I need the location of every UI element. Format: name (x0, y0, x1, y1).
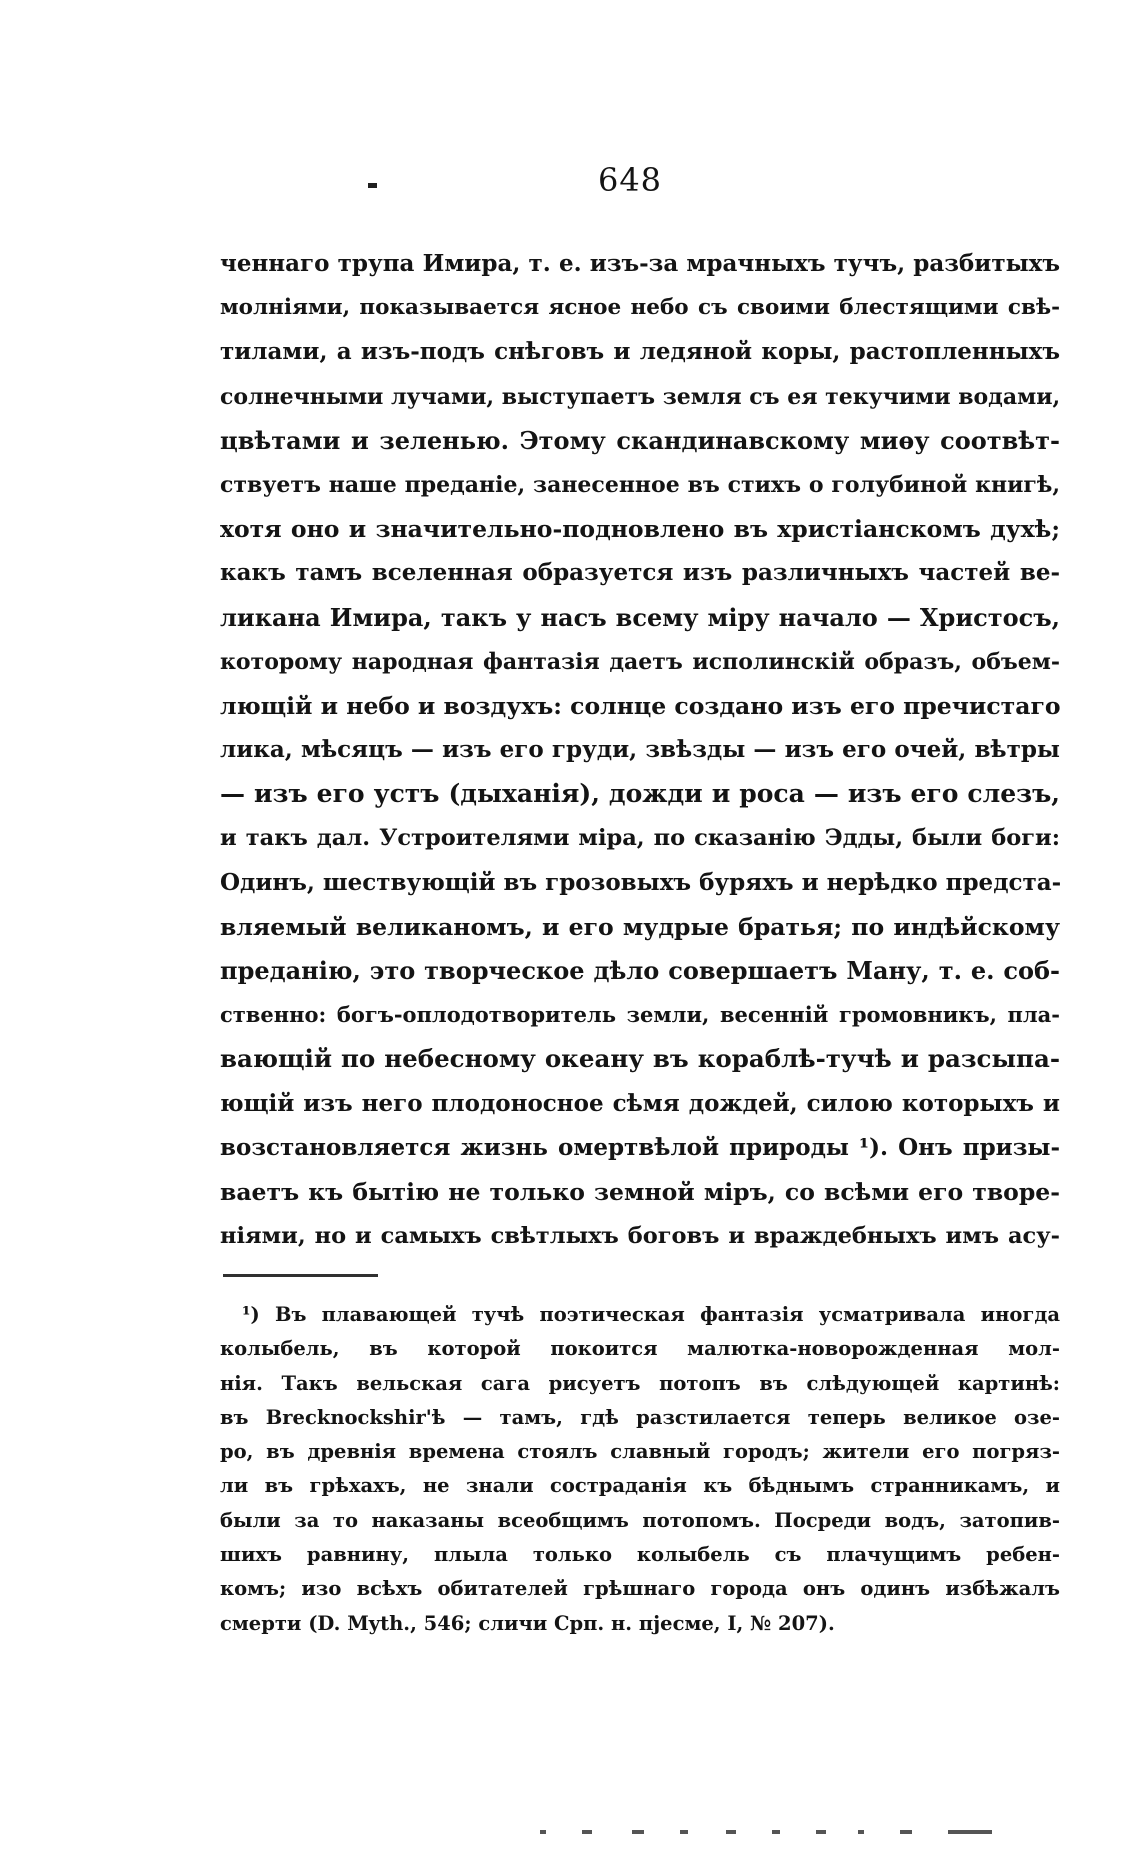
scan-edge-artifacts (540, 1822, 1100, 1842)
text-line: вляемый великаномъ, и его мудрые братья; по индѣйскому (220, 912, 1060, 941)
text-line: лика, мѣсяцъ — изъ его груди, звѣзды — изъ его очей, вѣтры (220, 736, 1060, 764)
text-line: молніями, показывается ясное небо съ своими блестящими свѣ- (220, 295, 1060, 321)
text-line: и такъ дал. Устроителями міра, по сказанію Эдды, были боги: (220, 825, 1060, 852)
text-line: Одинъ, шествующій въ грозовыхъ буряхъ и нерѣдко предста- (220, 868, 1062, 896)
text-line: солнечными лучами, выступаетъ земля съ ея текучими водами, (220, 383, 1061, 410)
text-line: цвѣтами и зеленью. Этому скандинавскому миѳу соотвѣт- (220, 425, 1060, 455)
text-line: ченнаго трупа Имира, т. е. изъ-за мрачныхъ тучъ, разбитыхъ (220, 250, 1060, 277)
text-line: возстановляется жизнь омертвѣлой природы ¹). Онъ призы- (220, 1133, 1060, 1161)
main-text-block (220, 242, 1060, 1258)
text-line: ствуетъ наше преданіе, занесенное въ стихъ о голубиной книгѣ, (220, 471, 1060, 498)
page-number: 648 (597, 161, 663, 199)
text-line: тилами, а изъ-подъ снѣговъ и ледяной коры, растопленныхъ (220, 338, 1060, 366)
text-line: преданію, это творческое дѣло совершаетъ Ману, т. е. соб- (220, 956, 1060, 985)
text-line: ніями, но и самыхъ свѣтлыхъ боговъ и враждебныхъ имъ асу- (220, 1223, 1060, 1250)
footnote-line: были за то наказаны всеобщимъ потопомъ. Посреди водъ, затопив- (220, 1508, 1060, 1532)
text-line: — изъ его устъ (дыханія), дожди и роса — изъ его слезъ, (220, 779, 1060, 809)
footnote-line: ли въ грѣхахъ, не знали состраданія къ бѣднымъ странникамъ, и (220, 1474, 1060, 1498)
text-line: ваетъ къ бытію не только земной міръ, со всѣми его творе- (220, 1177, 1060, 1206)
text-line: ликана Имира, такъ у насъ всему міру начало — Христосъ, (220, 602, 1060, 632)
footnote-line: колыбель, въ которой покоится малютка-новорожденная мол- (220, 1337, 1060, 1361)
text-line: ственно: богъ-оплодотворитель земли, весенній громовникъ, пла- (220, 1002, 1060, 1028)
footnote-separator-rule (223, 1274, 378, 1277)
text-line: ющій изъ него плодоносное сѣмя дождей, силою которыхъ и (220, 1089, 1060, 1117)
footnote-line: въ Brecknockshir'ѣ — тамъ, гдѣ разстилается теперь великое озе- (220, 1405, 1060, 1429)
footnote-block (220, 1298, 1060, 1641)
footnote-line: комъ; изо всѣхъ обитателей грѣшнаго города онъ одинъ избѣжалъ (220, 1577, 1060, 1601)
text-line: какъ тамъ вселенная образуется изъ различныхъ частей ве- (220, 559, 1060, 587)
header-dash-mark (368, 183, 377, 188)
footnote-line: ро, въ древнія времена стоялъ славный городъ; жители его погряз- (220, 1440, 1060, 1464)
text-line: которому народная фантазія даетъ исполинскій образъ, объем- (220, 648, 1060, 675)
footnote-line: ¹) Въ плавающей тучѣ поэтическая фантазія усматривала иногда (242, 1303, 1060, 1326)
footnote-line: смерти (D. Myth., 546; сличи Срп. н. пjесме, I, № 207). (220, 1611, 835, 1635)
text-line: вающій по небесному океану въ кораблѣ-тучѣ и разсыпа- (220, 1044, 1060, 1074)
footnote-line: шихъ равнину, плыла только колыбель съ плачущимъ ребен- (220, 1543, 1060, 1567)
text-line: лющій и небо и воздухъ: солнце создано изъ его пречистаго (220, 691, 1061, 720)
footnote-line: нія. Такъ вельская сага рисуетъ потопъ въ слѣдующей картинѣ: (220, 1371, 1060, 1395)
text-line: хотя оно и значительно-подновлено въ христіанскомъ духѣ; (220, 515, 1060, 544)
